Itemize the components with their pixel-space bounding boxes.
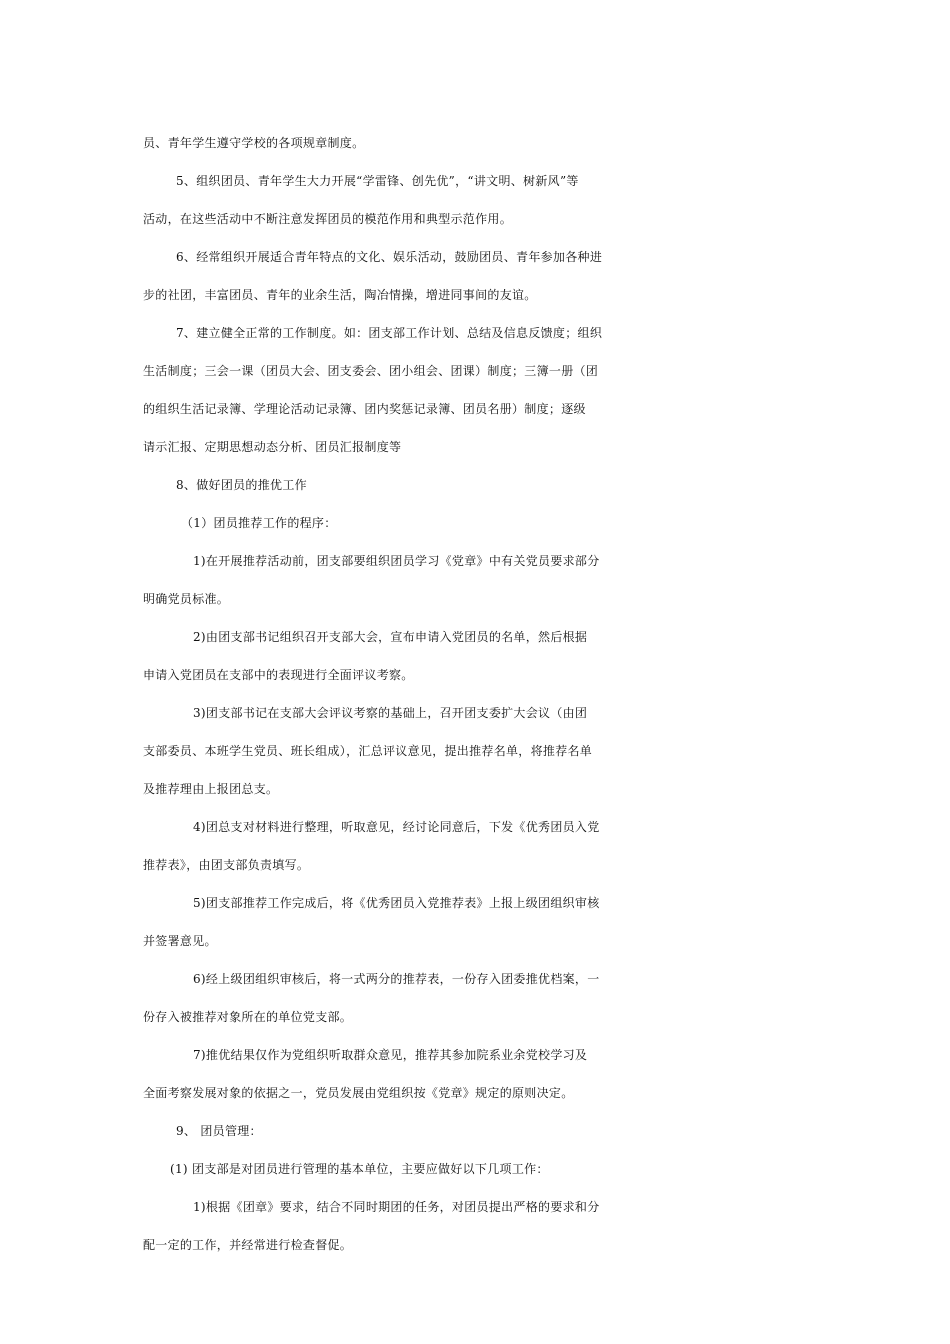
text-line: 生活制度；三会一课（团员大会、团支委会、团小组会、团课）制度；三簿一册（团	[143, 364, 599, 378]
text-line: 活动，在这些活动中不断注意发挥团员的模范作用和典型示范作用。	[143, 212, 513, 226]
text-line: 3)团支部书记在支部大会评议考察的基础上，召开团支委扩大会议（由团	[193, 706, 588, 720]
text-line: 1)根据《团章》要求，结合不同时期团的任务，对团员提出严格的要求和分	[193, 1200, 600, 1214]
text-line: 6、经常组织开展适合青年特点的文化、娱乐活动，鼓励团员、青年参加各种进	[176, 250, 603, 264]
text-line: 的组织生活记录簿、学理论活动记录簿、团内奖惩记录簿、团员名册）制度；逐级	[143, 402, 586, 416]
text-line: 步的社团，丰富团员、青年的业余生活，陶冶情操，增进同事间的友谊。	[143, 288, 537, 302]
sub-heading: （1）团员推荐工作的程序：	[181, 516, 337, 530]
text-line: 员、青年学生遵守学校的各项规章制度。	[143, 136, 365, 150]
text-line: 6)经上级团组织审核后，将一式两分的推荐表，一份存入团委推优档案，一	[193, 972, 600, 986]
text-line: 及推荐理由上报团总支。	[143, 782, 279, 796]
text-line: 份存入被推荐对象所在的单位党支部。	[143, 1010, 353, 1024]
sub-heading: (1) 团支部是对团员进行管理的基本单位，主要应做好以下几项工作：	[170, 1162, 549, 1176]
section-heading: 9、 团员管理：	[176, 1124, 262, 1138]
text-line: 7、建立健全正常的工作制度。如：团支部工作计划、总结及信息反馈度；组织	[176, 326, 603, 340]
text-line: 1)在开展推荐活动前，团支部要组织团员学习《党章》中有关党员要求部分	[193, 554, 600, 568]
text-line: 4)团总支对材料进行整理，听取意见，经讨论同意后，下发《优秀团员入党	[193, 820, 600, 834]
text-line: 配一定的工作，并经常进行检查督促。	[143, 1238, 353, 1252]
text-line: 请示汇报、定期思想动态分析、团员汇报制度等	[143, 440, 402, 454]
text-line: 明确党员标准。	[143, 592, 230, 606]
text-line: 5)团支部推荐工作完成后，将《优秀团员入党推荐表》上报上级团组织审核	[193, 896, 600, 910]
text-line: 推荐表》，由团支部负责填写。	[143, 858, 310, 872]
section-heading: 8、做好团员的推优工作	[176, 478, 307, 492]
text-line: 7)推优结果仅作为党组织听取群众意见，推荐其参加院系业余党校学习及	[193, 1048, 588, 1062]
text-line: 全面考察发展对象的依据之一，党员发展由党组织按《党章》规定的原则决定。	[143, 1086, 574, 1100]
text-line: 申请入党团员在支部中的表现进行全面评议考察。	[143, 668, 414, 682]
text-line: 5、组织团员、青年学生大力开展“学雷锋、创先优”，“讲文明、树新风”等	[176, 174, 579, 188]
text-line: 支部委员、本班学生党员、班长组成），汇总评议意见，提出推荐名单，将推荐名单	[143, 744, 593, 758]
text-line: 并签署意见。	[143, 934, 217, 948]
text-line: 2)由团支部书记组织召开支部大会，宣布申请入党团员的名单，然后根据	[193, 630, 588, 644]
